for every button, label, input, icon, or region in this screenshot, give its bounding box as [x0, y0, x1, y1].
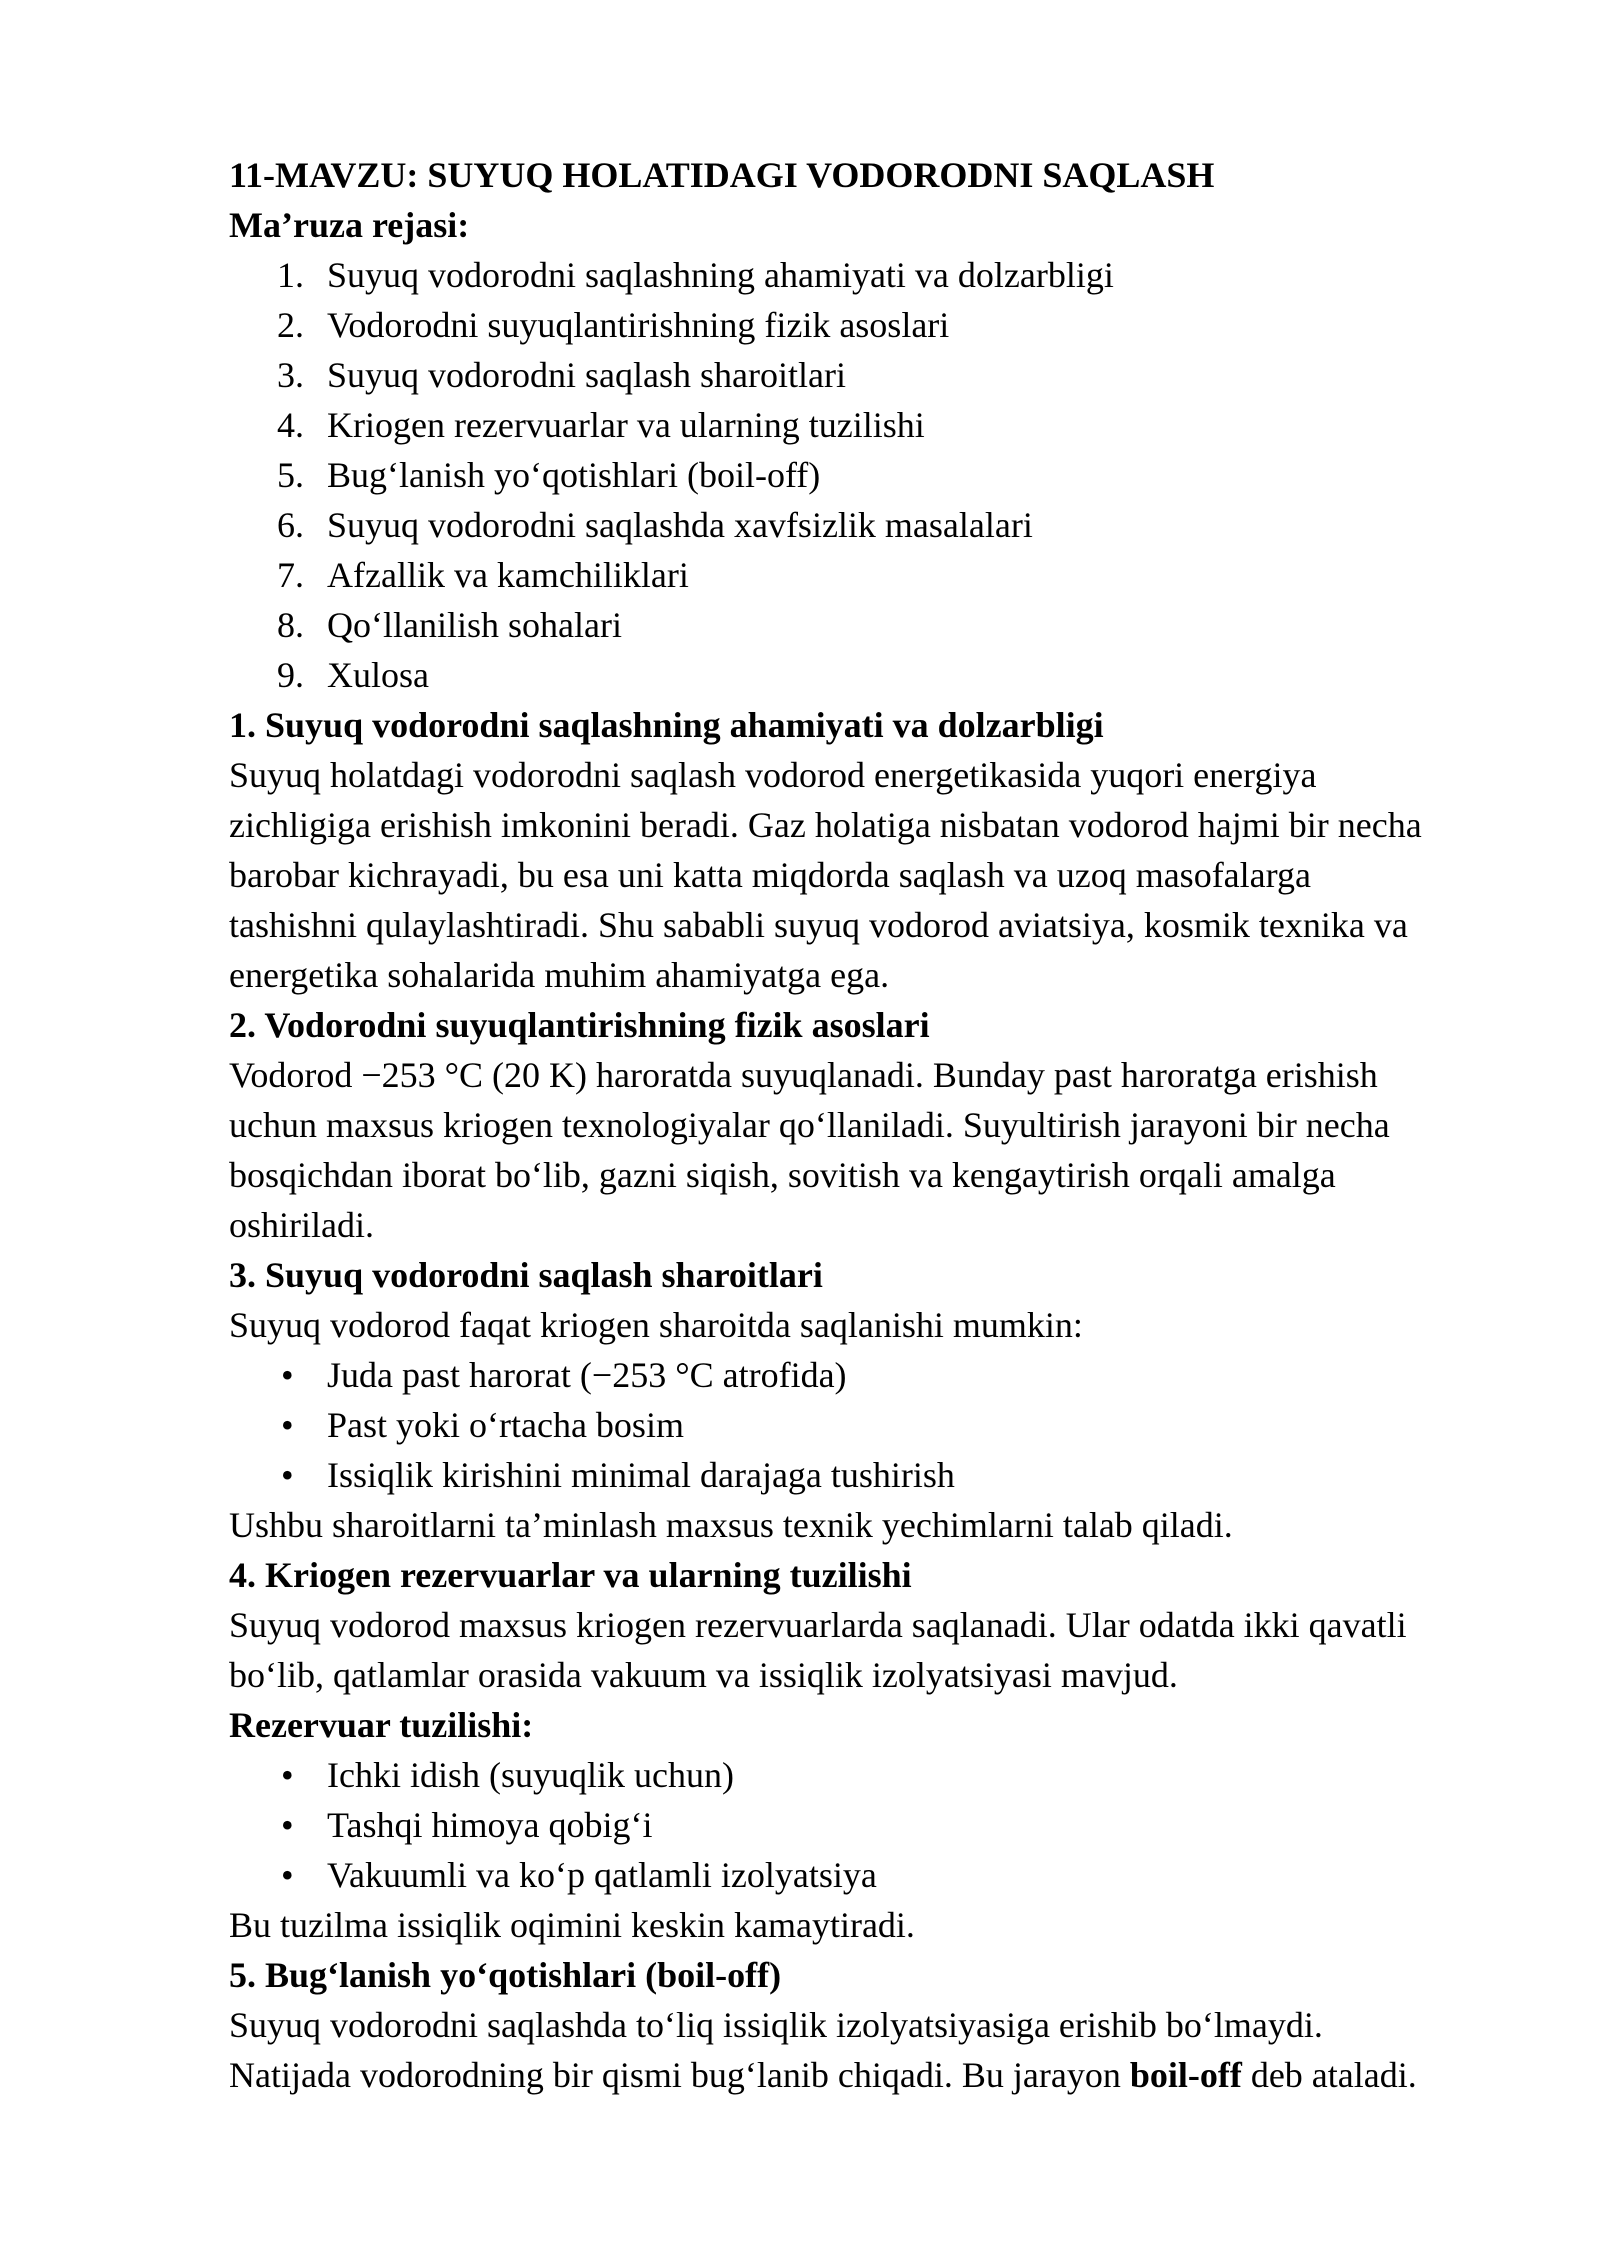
list-item: [229, 1750, 1529, 1800]
section-5-paragraph: [229, 2000, 1529, 2100]
paragraph-line: uchun maxsus kriogen texnologiyalar qo‘llaniladi. Suyultirish jarayoni bir necha: [229, 1105, 1390, 1145]
document-page: [229, 150, 1529, 2100]
section-4-paragraph: [229, 1600, 1529, 1700]
section-5-heading: 5. Bug‘lanish yo‘qotishlari (boil-off): [229, 1955, 782, 1995]
list-item-text: Past yoki o‘rtacha bosim: [327, 1405, 684, 1445]
section-4-subheading: Rezervuar tuzilishi:: [229, 1705, 534, 1745]
list-item-text: Suyuq vodorodni saqlashning ahamiyati va dolzarbligi: [327, 255, 1114, 295]
list-item: [229, 1350, 1529, 1400]
list-item-text: Vakuumli va ko‘p qatlamli izolyatsiya: [327, 1855, 877, 1895]
list-item-text: Suyuq vodorodni saqlash sharoitlari: [327, 355, 846, 395]
paragraph-line: barobar kichrayadi, bu esa uni katta miqdorda saqlash va uzoq masofalarga: [229, 855, 1311, 895]
paragraph-line: tashishni qulaylashtiradi. Shu sababli suyuq vodorod aviatsiya, kosmik texnika va: [229, 905, 1408, 945]
section-2-heading: 2. Vodorodni suyuqlantirishning fizik asoslari: [229, 1005, 930, 1045]
list-item-text: Suyuq vodorodni saqlashda xavfsizlik masalalari: [327, 505, 1033, 545]
list-item: [229, 1850, 1529, 1900]
list-item-text: Bug‘lanish yo‘qotishlari (boil-off): [327, 455, 821, 495]
list-item-text: Ichki idish (suyuqlik uchun): [327, 1755, 734, 1795]
paragraph-line: Vodorod −253 °C (20 K) haroratda suyuqlanadi. Bunday past haroratga erishish: [229, 1055, 1378, 1095]
list-item: [229, 650, 1529, 700]
list-item-text: Xulosa: [327, 655, 429, 695]
paragraph-line: Suyuq holatdagi vodorodni saqlash vodorod energetikasida yuqori energiya: [229, 755, 1317, 795]
list-item: [229, 550, 1529, 600]
list-number: 1.: [277, 255, 304, 295]
section-1-heading: 1. Suyuq vodorodni saqlashning ahamiyati va dolzarbligi: [229, 705, 1104, 745]
section-2-paragraph: [229, 1050, 1529, 1250]
bullet-icon: •: [281, 1755, 294, 1795]
section-3-outro: Ushbu sharoitlarni ta’minlash maxsus texnik yechimlarni talab qiladi.: [229, 1505, 1233, 1545]
list-item: [229, 500, 1529, 550]
paragraph-line: bosqichdan iborat bo‘lib, gazni siqish, sovitish va kengaytirish orqali amalga: [229, 1155, 1336, 1195]
plan-heading: Ma’ruza rejasi:: [229, 205, 470, 245]
section-4-bullet-list: [229, 1750, 1529, 1900]
bullet-icon: •: [281, 1855, 294, 1895]
plan-list: [229, 250, 1529, 700]
list-number: 2.: [277, 305, 304, 345]
document-title: 11-MAVZU: SUYUQ HOLATIDAGI VODORODNI SAQLASH: [229, 155, 1215, 195]
list-item: [229, 1450, 1529, 1500]
list-item: [229, 300, 1529, 350]
section-3-intro: Suyuq vodorod faqat kriogen sharoitda saqlanishi mumkin:: [229, 1305, 1083, 1345]
list-item-text: Issiqlik kirishini minimal darajaga tushirish: [327, 1455, 955, 1495]
bullet-icon: •: [281, 1455, 294, 1495]
list-item: [229, 600, 1529, 650]
list-item-text: Tashqi himoya qobig‘i: [327, 1805, 653, 1845]
paragraph-text: deb ataladi.: [1241, 2055, 1417, 2095]
section-3-heading: 3. Suyuq vodorodni saqlash sharoitlari: [229, 1255, 823, 1295]
section-4-outro: Bu tuzilma issiqlik oqimini keskin kamaytiradi.: [229, 1905, 915, 1945]
list-item-text: Qo‘llanilish sohalari: [327, 605, 622, 645]
list-number: 8.: [277, 605, 304, 645]
paragraph-line: bo‘lib, qatlamlar orasida vakuum va issiqlik izolyatsiyasi mavjud.: [229, 1655, 1178, 1695]
list-number: 4.: [277, 405, 304, 445]
paragraph-line: Suyuq vodorodni saqlashda to‘liq issiqlik izolyatsiyasiga erishib bo‘lmaydi.: [229, 2005, 1323, 2045]
paragraph-line: oshiriladi.: [229, 1205, 374, 1245]
list-item: [229, 1400, 1529, 1450]
list-number: 3.: [277, 355, 304, 395]
section-1-paragraph: [229, 750, 1529, 1000]
list-item: [229, 450, 1529, 500]
paragraph-line: Suyuq vodorod maxsus kriogen rezervuarlarda saqlanadi. Ular odatda ikki qavatli: [229, 1605, 1407, 1645]
paragraph-line: energetika sohalarida muhim ahamiyatga ega.: [229, 955, 890, 995]
bullet-icon: •: [281, 1405, 294, 1445]
list-item-text: Afzallik va kamchiliklari: [327, 555, 689, 595]
list-item: [229, 250, 1529, 300]
bullet-icon: •: [281, 1355, 294, 1395]
list-item: [229, 350, 1529, 400]
list-item-text: Juda past harorat (−253 °C atrofida): [327, 1355, 847, 1395]
list-number: 7.: [277, 555, 304, 595]
list-item-text: Vodorodni suyuqlantirishning fizik asoslari: [327, 305, 950, 345]
list-item-text: Kriogen rezervuarlar va ularning tuzilishi: [327, 405, 925, 445]
list-item: [229, 400, 1529, 450]
bullet-icon: •: [281, 1805, 294, 1845]
paragraph-line: [229, 2050, 1529, 2100]
paragraph-text: Natijada vodorodning bir qismi bug‘lanib chiqadi. Bu jarayon: [229, 2055, 1130, 2095]
paragraph-line: zichligiga erishish imkonini beradi. Gaz holatiga nisbatan vodorod hajmi bir necha: [229, 805, 1422, 845]
boil-off-term: boil-off: [1129, 2055, 1242, 2095]
list-number: 9.: [277, 655, 304, 695]
list-number: 6.: [277, 505, 304, 545]
section-4-heading: 4. Kriogen rezervuarlar va ularning tuzilishi: [229, 1555, 912, 1595]
list-item: [229, 1800, 1529, 1850]
list-number: 5.: [277, 455, 304, 495]
section-3-bullet-list: [229, 1350, 1529, 1500]
